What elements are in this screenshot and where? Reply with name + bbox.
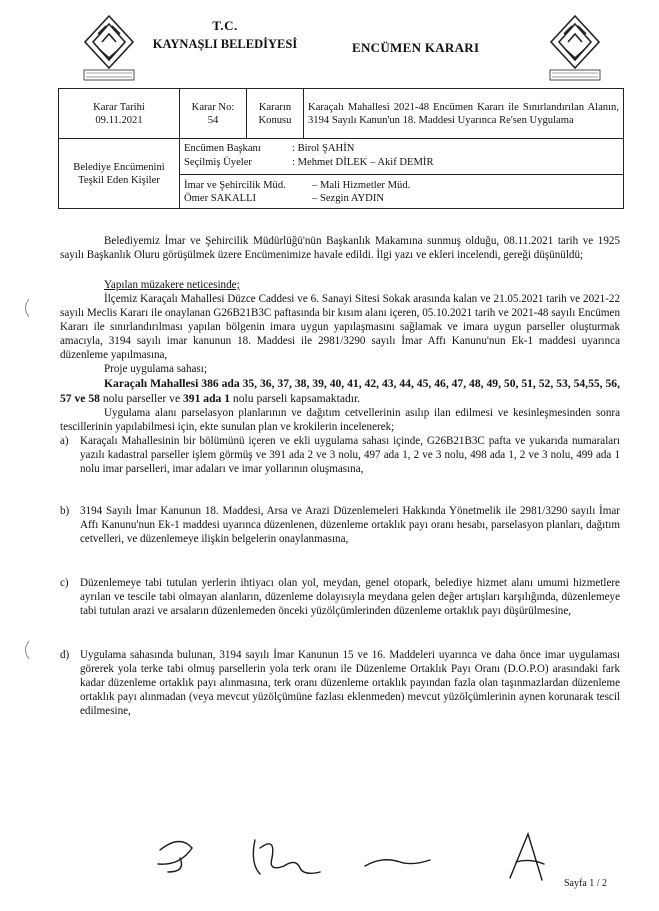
dept1-person: Ömer SAKALLI [184,193,257,204]
decision-body [60,234,620,718]
list-item-c [60,576,620,618]
decision-no-cell [180,89,247,139]
parcel-list [60,376,620,406]
list-item-text: Karaçalı Mahallesinin bir bölümünü içeren ve ekli uygulama sahası içinde, G26B21B3C pafta ve yukarıda numaraları yazılı kadastral parseller işlem görmüş ve 391 ada 2 ve 3 nolu, 497 ada 1, 2 ve 3 nolu, 498 ada 1, 2 ve 3 nolu, 499 ada 1 nolu imar parselleri, imar adaları ve imar yollarının oluşmasına, [80,435,620,475]
municipality-logo-left [78,12,140,82]
decision-meta-table [58,88,624,209]
list-item-text: Uygulama sahasında bulunan, 3194 sayılı İmar Kanunun 15 ve 16. Maddeleri uyarınca ve daha önce imar uygulaması görerek yola terke tabi olmuş parsellerin yola terk oranı ile Düzenleme Ortaklık Payı Oranı (D.O.P.O) arasındaki fark kadar düzenleme ortaklık payı alınmasına, terk oranı düzenleme ortaklık payından fazla olan taşınmazlardan düzenleme ortaklık payı alınmadan (veya mevcut yüzölçümüne fazlası eklenmeden) mevcut yüzölçümlerinin aynen korunarak tescil edilmesine, [80,649,620,717]
dept2-label: – Mali Hizmetler Müd. [312,180,411,191]
chair-name: : Birol ŞAHİN [292,143,355,154]
list-item-a [60,434,620,476]
municipality-logo-right [544,12,606,82]
list-item-text: Düzenlemeye tabi tutulan yerlerin ihtiyacı olan yol, meydan, genel otopark, belediye hizmet alanı umumi hizmetlere ayrılan ve tescile tabi olmayan alanların, düzenleme dolayısıyla meydana gelen değer artışları karşılığında, düzenlemeye tabi tutulan arazi ve arsaların düzenlemeden önceki yüzölçümlerinden düzenleme ortaklık payı düşürülmesine, [80,577,620,617]
parcel-list-end: nolu parseli kapsamaktadır. [230,392,361,405]
committee-label-1: Belediye Encümenini [73,161,165,173]
committee-label-2: Teşkil Eden Kişiler [78,174,160,186]
handwritten-signatures [150,828,570,888]
decision-date-value: 09.11.2021 [95,114,143,126]
signature-2 [253,840,320,874]
margin-mark [20,640,32,660]
decision-subject-label-2: Konusu [258,114,292,126]
list-item-text: 3194 Sayılı İmar Kanunun 18. Maddesi, Arsa ve Arazi Düzenlemeleri Hakkında Yönetmelik ile 2981/3290 sayılı İmar Affı Kanunu'nun Ek-1 maddesi uyarınca düzenlenen, düzenleme ortaklık payı oranı hesabı, parselasyon planları, dağıtım cetvelleri, ve düzenlemeye ilişkin belgelerin onaylanmasına, [80,505,620,545]
dept2-person: – Sezgin AYDIN [312,193,384,204]
signature-1 [158,841,192,872]
parcel-list-bold-2: 391 ada 1 [183,392,231,405]
elected-label: Seçilmiş Üyeler [184,157,252,168]
decision-subject-text: Karaçalı Mahallesi 2021-48 Encümen Kararı ile Sınırlandırılan Alanın, 3194 Sayılı Kanun'un 18. Maddesi Uyarınca Re'sen Uygulama [304,89,624,139]
document-type-title: ENCÜMEN KARARI [352,40,480,55]
decision-subject-label-cell [247,89,304,139]
list-item-b [60,504,620,546]
section-title: Yapılan müzakere neticesinde; [104,279,240,291]
list-item-marker: d) [60,649,70,661]
decision-date-cell [59,89,180,139]
committee-members-cell [180,139,624,209]
list-item-d [60,648,620,718]
signatures-area [150,828,570,888]
list-item-marker: b) [60,505,70,517]
page-number: Sayfa 1 / 2 [564,878,608,889]
paragraph-2: Uygulama alanı parselasyon planlarının ve dağıtım cetvellerinin asılıp ilan edilmesi ve kesinleşmesinden sonra tescillerinin yapılabilmesi için, ekte sunulan plan ve krokilerin incelenerek; [60,407,620,433]
paragraph-1: İlçemiz Karaçalı Mahallesi Düzce Caddesi ve 6. Sanayi Sitesi Sokak arasında kalan ve 21.05.2021 tarih ve 2021-22 sayılı Meclis Kararı ile onaylanan G26B21B3C paftasında bir kısım alanı içeren, 05.10.2021 tarih ve 2021-48 sayılı Encümen Kararı ile sınırlandırılması yapılan bölgenin imara uygun yapılaşmasını sağlamak ve imara uygun parseller oluşturmak amacıyla, 3194 sayılı imar kanunun 18. Maddesi ile 2981/3290 sayılı İmar Affı Kanunu'nun Ek-1 maddesi uyarınca düzenleme yapılmasına, [60,293,620,361]
margin-mark [20,298,32,318]
decision-no-label: Karar No: [191,101,235,113]
parcel-list-mid: nolu parseller ve [99,392,183,405]
signature-3 [365,860,430,866]
parcel-list-bold: Karaçalı Mahallesi 386 ada 35, 36, 37, 38, 39, 40, 41, 42, 43, 44, 45, 46, 47, 48, 49, 50, 51, 52, 53, 54,55, 56, 57 ve 58 [60,377,620,405]
project-area-label: Proje uygulama sahası; [104,363,207,375]
decision-no-value: 54 [207,114,219,126]
list-item-marker: c) [60,577,69,589]
committee-label-cell [59,139,180,209]
dept1-label: İmar ve Şehircilik Müd. [184,180,286,191]
chair-label: Encümen Başkanı [184,143,261,154]
elected-names: : Mehmet DİLEK – Akif DEMİR [292,157,434,168]
list-item-marker: a) [60,435,69,447]
header-center [140,18,310,52]
signature-4 [510,834,544,880]
decision-date-label: Karar Tarihi [93,101,145,113]
decision-subject-label-1: Kararın [258,101,292,113]
intro-paragraph: Belediyemiz İmar ve Şehircilik Müdürlüğü'nün Başkanlık Makamına sunmuş olduğu, 08.11.2021 tarih ve 1925 sayılı Başkanlık Oluru görüşülmek üzere Encümenimize havale edildi. İlgi yazı ve ekleri incelendi, gereği düşünüldü; [60,235,620,261]
header-tc: T.C. [212,18,238,33]
header-municipality: KAYNAŞLI BELEDİYESİ [152,37,298,51]
